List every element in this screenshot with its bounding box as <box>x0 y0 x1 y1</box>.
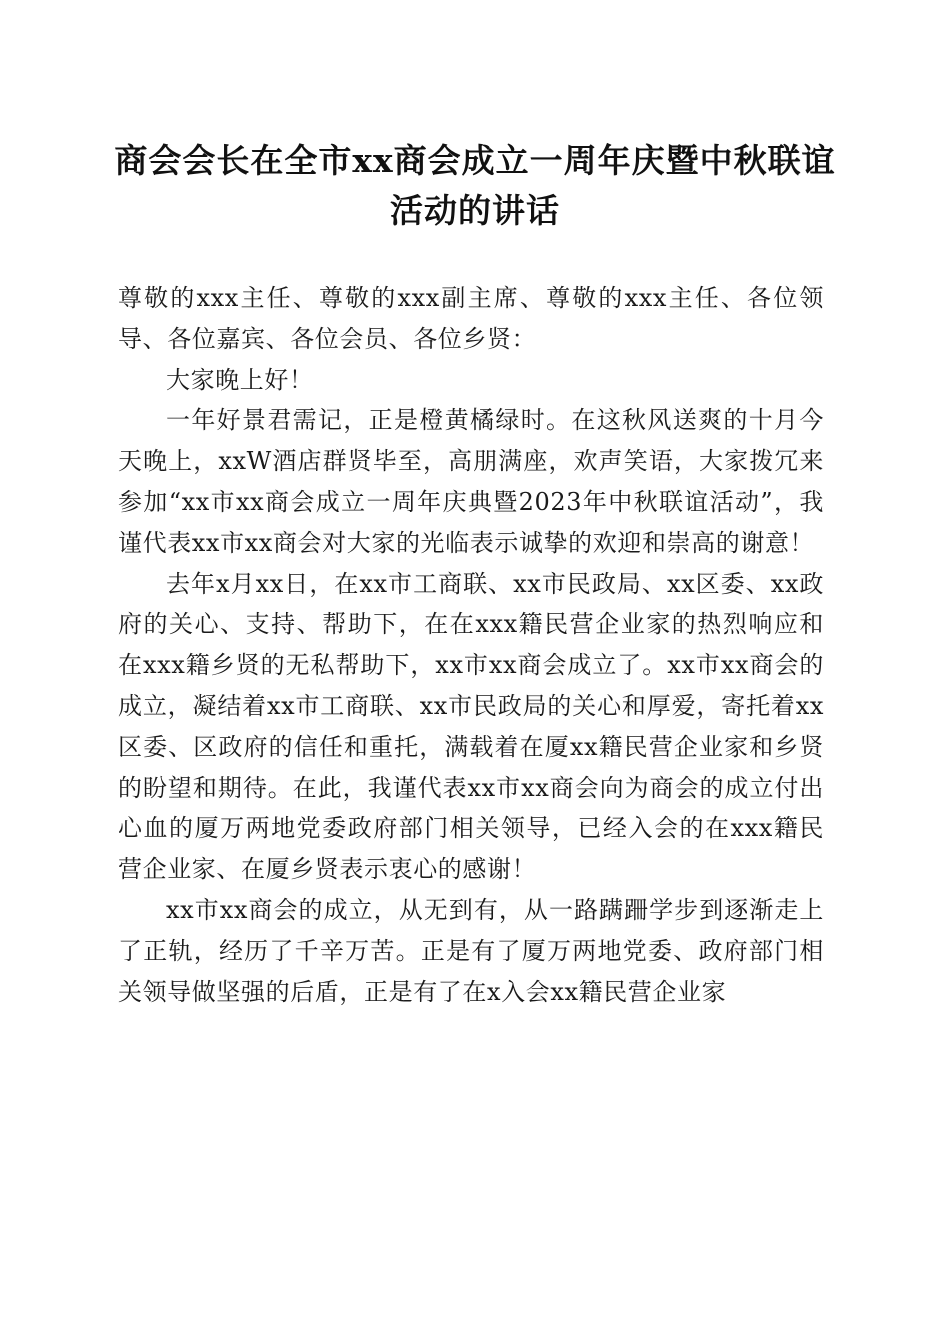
document-body <box>118 278 824 1012</box>
greeting-paragraph: 大家晚上好！ <box>166 365 314 394</box>
document-title: 商会会长在全市xx商会成立一周年庆暨中秋联谊活动的讲话 <box>114 141 836 230</box>
salutation-paragraph: 尊敬的xxx主任、尊敬的xxx副主席、尊敬的xxx主任、各位领导、各位嘉宾、各位会员、各位乡贤： <box>118 284 824 353</box>
founding-paragraph: 去年x月xx日，在xx市工商联、xx市民政局、xx区委、xx政府的关心、支持、帮助下，在在xxx籍民营企业家的热烈响应和在xxx籍乡贤的无私帮助下，xx市xx商会成立了。xx市xx商会的成立，凝结着xx市工商联、xx市民政局的关心和厚爱，寄托着xx区委、区政府的信任和重托，满载着在厦xx籍民营企业家和乡贤的盼望和期待。在此，我谨代表xx市xx商会向为商会的成立付出心血的厦万两地党委政府部门相关领导，已经入会的在xxx籍民营企业家、在厦乡贤表示衷心的感谢！ <box>118 569 824 884</box>
history-paragraph: xx市xx商会的成立，从无到有，从一路蹒跚学步到逐渐走上了正轨，经历了千辛万苦。正是有了厦万两地党委、政府部门相关领导做坚强的后盾，正是有了在x入会xx籍民营企业家 <box>118 895 824 1006</box>
welcome-paragraph: 一年好景君需记，正是橙黄橘绿时。在这秋风送爽的十月今天晚上，xxW酒店群贤毕至，高朋满座，欢声笑语，大家拨冗来参加“xx市xx商会成立一周年庆典暨2023年中秋联谊活动”，我谨代表xx市xx商会对大家的光临表示诚挚的欢迎和崇高的谢意！ <box>118 406 824 557</box>
